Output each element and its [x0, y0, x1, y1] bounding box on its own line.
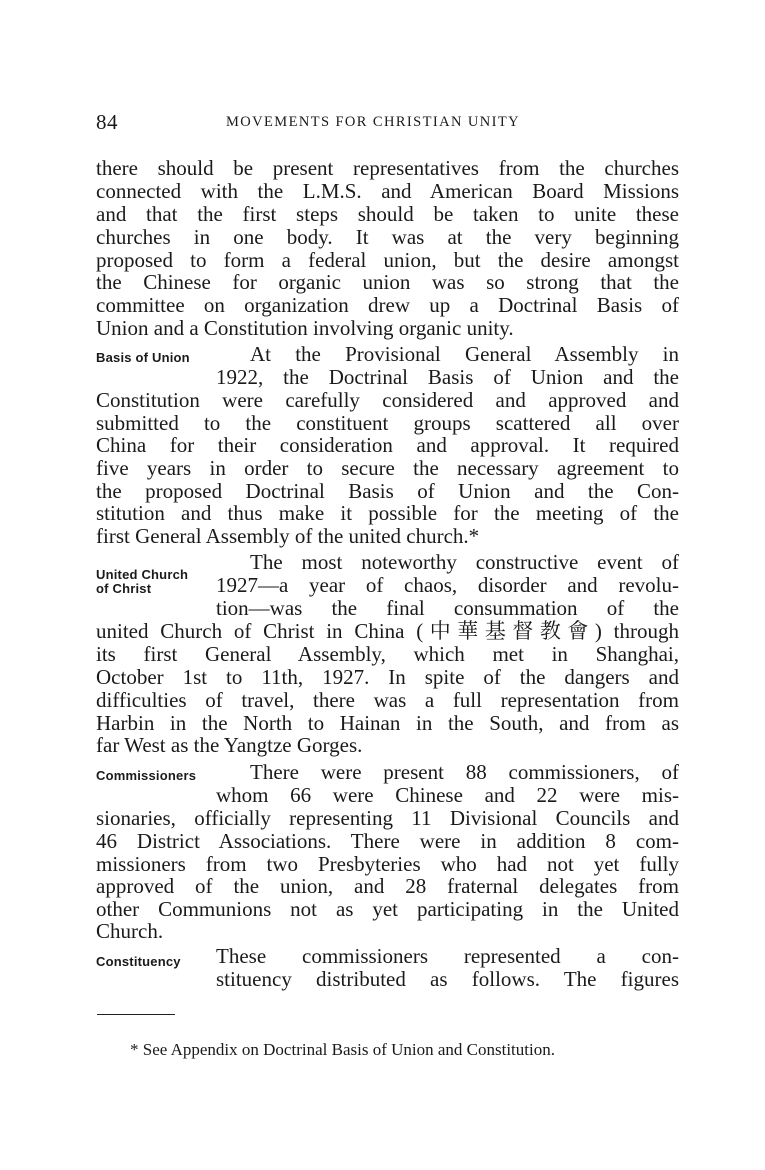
body-line: connected with the L.M.S. and American Board Missions	[96, 179, 679, 203]
body-line: Church.	[96, 919, 164, 943]
body-line: far West as the Yangtze Gorges.	[96, 733, 363, 757]
body-line: 1927—a year of chaos, disorder and revolu-	[216, 573, 679, 597]
body-line: There were present 88 commissioners, of	[250, 760, 679, 784]
body-line: approved of the union, and 28 fraternal delegates from	[96, 874, 679, 898]
body-line: whom 66 were Chinese and 22 were mis-	[216, 783, 679, 807]
body-line: difficulties of travel, there was a full representation from	[96, 688, 679, 712]
body-line: Union and a Constitution involving organic unity.	[96, 316, 514, 340]
body-line: the Chinese for organic union was so strong that the	[96, 270, 679, 294]
body-line: the proposed Doctrinal Basis of Union and the Con-	[96, 479, 679, 503]
body-line: its first General Assembly, which met in Shanghai,	[96, 642, 679, 666]
body-line: committee on organization drew up a Doctrinal Basis of	[96, 293, 679, 317]
footnote-rule	[97, 1014, 175, 1015]
footnote: * See Appendix on Doctrinal Basis of Union and Constitution.	[130, 1040, 555, 1059]
body-line: These commissioners represented a con-	[216, 944, 679, 968]
body-line: first General Assembly of the united church.*	[96, 524, 480, 548]
page-header	[96, 110, 680, 134]
body-line: 1922, the Doctrinal Basis of Union and the	[216, 365, 679, 389]
body-line: Constitution were carefully considered and approved and	[96, 388, 679, 412]
body-line: The most noteworthy constructive event of	[250, 550, 679, 574]
body-line: 46 District Associations. There were in addition 8 com-	[96, 829, 679, 853]
body-line: At the Provisional General Assembly in	[250, 342, 679, 366]
body-line: October 1st to 11th, 1927. In spite of the dangers and	[96, 665, 679, 689]
body-line: five years in order to secure the necessary agreement to	[96, 456, 679, 480]
running-title: MOVEMENTS FOR CHRISTIAN UNITY	[226, 114, 520, 130]
side-heading-united-church: United Church	[96, 567, 189, 582]
body-line: proposed to form a federal union, but the desire amongst	[96, 248, 679, 272]
side-heading-commissioners: Commissioners	[96, 768, 197, 783]
body-line: other Communions not as yet participating in the United	[96, 897, 679, 921]
body-line: submitted to the constituent groups scattered all over	[96, 411, 679, 435]
side-heading-of-christ: of Christ	[96, 581, 152, 596]
page-number: 84	[96, 110, 118, 134]
body-line: united Church of Christ in China (中華基督教會) through	[96, 619, 679, 643]
body-line: sionaries, officially representing 11 Divisional Councils and	[96, 806, 679, 830]
body-line: China for their consideration and approval. It required	[96, 433, 679, 457]
side-heading-basis-of-union: Basis of Union	[96, 350, 190, 365]
body-line: tion—was the final consummation of the	[216, 596, 679, 620]
body-line: stituency distributed as follows. The figures	[216, 967, 679, 991]
body-line: stitution and thus make it possible for the meeting of the	[96, 501, 679, 525]
side-heading-constituency: Constituency	[96, 954, 181, 969]
body-line: Harbin in the North to Hainan in the South, and from as	[96, 711, 679, 735]
body-line: churches in one body. It was at the very beginning	[96, 225, 679, 249]
body-line: there should be present representatives from the churches	[96, 156, 679, 180]
body-line: and that the first steps should be taken to unite these	[96, 202, 679, 226]
body-line: missioners from two Presbyteries who had not yet fully	[96, 852, 679, 876]
